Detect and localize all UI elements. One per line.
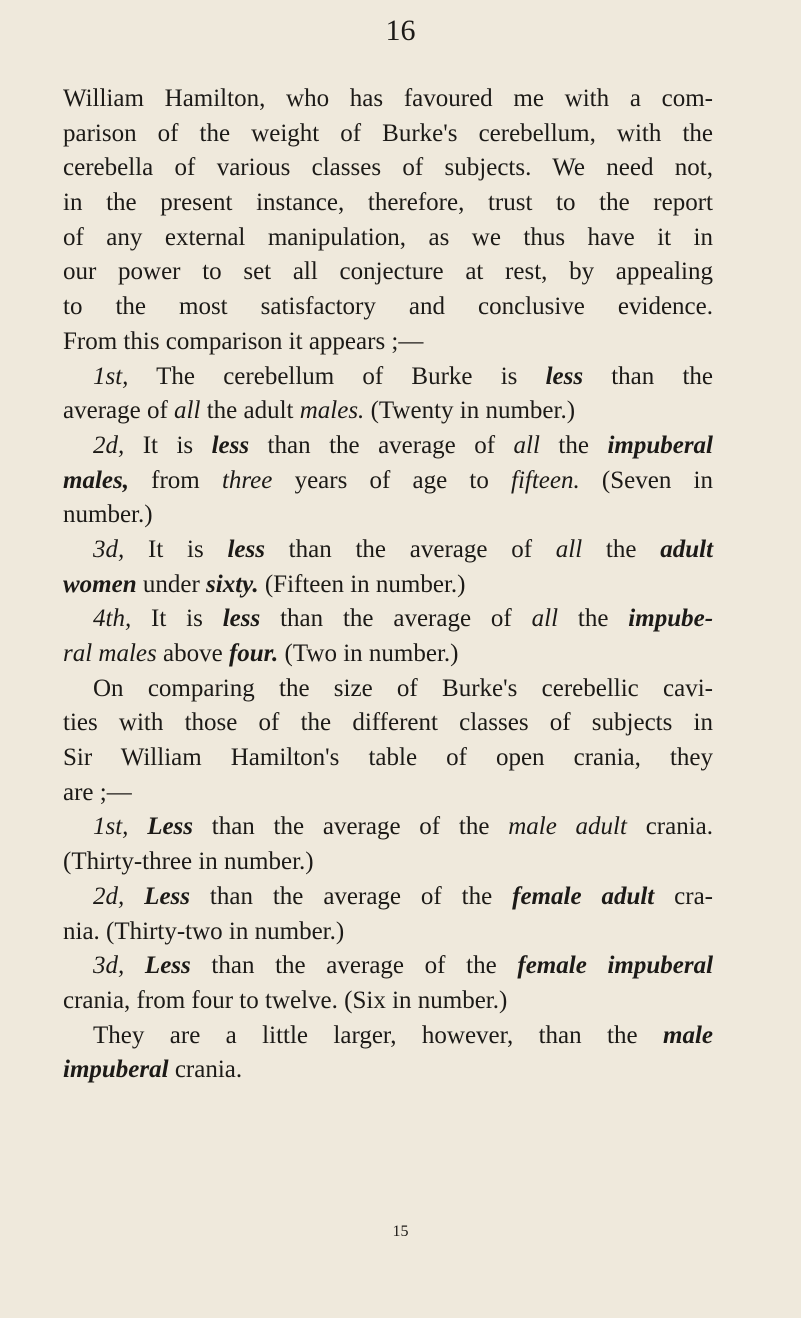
text-line: are ;—	[63, 778, 132, 806]
item-number: 3d,	[93, 535, 125, 563]
text-line: number.)	[63, 501, 153, 529]
item-number: 2d,	[93, 431, 125, 459]
page-number: 16	[385, 14, 416, 47]
text-line: in the present instance, therefore, trust to the report	[63, 189, 713, 217]
text-line: to the most satisfactory and conclusive evidence.	[63, 293, 713, 321]
text-line: crania, from four to twelve. (Six in number.)	[63, 986, 508, 1014]
text-line: They are a little larger, however, than the male	[93, 1021, 713, 1049]
text-line: (Thirty-three in number.)	[63, 848, 314, 876]
text-line: 1st, Less than the average of the male adult crania.	[93, 813, 713, 841]
text-line: ral males above four. (Two in number.)	[63, 640, 459, 667]
text-line: 3d, Less than the average of the female impuberal	[93, 952, 714, 980]
text-line: William Hamilton, who has favoured me with a com-	[63, 85, 713, 112]
signature-mark: 15	[392, 1223, 409, 1240]
text-line: of any external manipulation, as we thus have it in	[63, 223, 713, 251]
text-line: 2d, It is less than the average of all the impuberal	[93, 431, 714, 459]
text-line: Sir William Hamilton's table of open crania, they	[63, 744, 713, 772]
text-line: parison of the weight of Burke's cerebellum, with the	[63, 119, 713, 147]
item-number: 4th,	[93, 605, 132, 633]
item-number: 3d,	[93, 952, 125, 980]
text-line: average of all the adult males. (Twenty in number.)	[63, 397, 576, 425]
item-number: 1st,	[93, 813, 129, 841]
item-number: 1st,	[93, 362, 129, 390]
text-line: impuberal crania.	[63, 1056, 243, 1084]
text-line: women under sixty. (Fifteen in number.)	[63, 570, 466, 598]
page-body	[63, 82, 713, 1088]
text-line: 4th, It is less than the average of all the impube-	[93, 605, 714, 633]
text-line: 2d, Less than the average of the female adult cra-	[93, 882, 714, 910]
text-line: 3d, It is less than the average of all the adult	[93, 535, 714, 563]
text-line: ties with those of the different classes of subjects in	[63, 709, 713, 737]
text-line: On comparing the size of Burke's cerebellic cavi-	[93, 674, 713, 702]
text-line: our power to set all conjecture at rest, by appealing	[63, 258, 713, 286]
text-line: 1st, The cerebellum of Burke is less than the	[93, 362, 713, 390]
text-line: From this comparison it appears ;—	[63, 327, 424, 355]
text-line: nia. (Thirty-two in number.)	[63, 917, 345, 945]
item-number: 2d,	[93, 882, 125, 910]
text-line: males, from three years of age to fifteen. (Seven in	[63, 466, 713, 494]
text-line: cerebella of various classes of subjects. We need not,	[63, 154, 713, 182]
